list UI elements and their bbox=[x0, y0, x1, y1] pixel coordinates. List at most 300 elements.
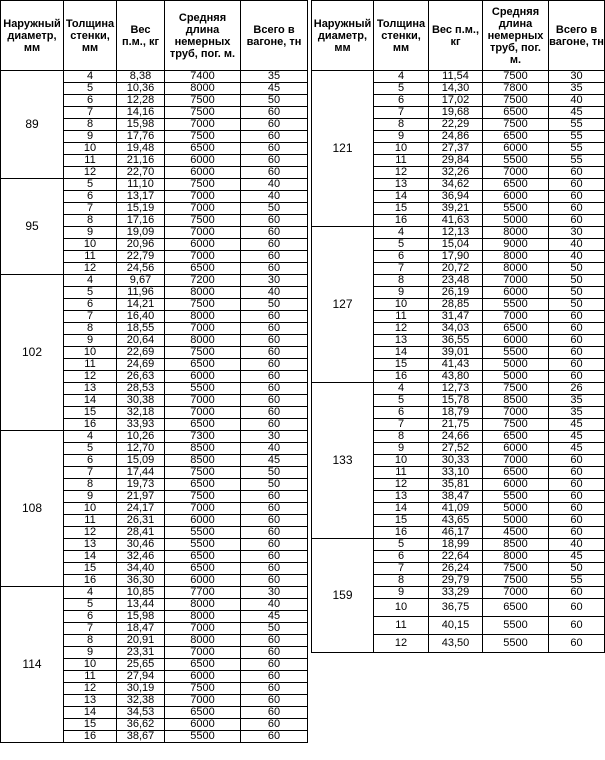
table-row bbox=[312, 383, 605, 395]
length-cell: 7000 bbox=[165, 227, 241, 239]
weight-cell: 28,85 bbox=[429, 299, 483, 311]
wall-thickness-cell: 8 bbox=[374, 275, 429, 287]
weight-cell: 39,21 bbox=[429, 203, 483, 215]
length-cell: 6500 bbox=[165, 659, 241, 671]
diameter-cell: 89 bbox=[1, 71, 64, 179]
wall-thickness-cell: 12 bbox=[64, 263, 117, 275]
weight-cell: 12,70 bbox=[117, 443, 165, 455]
total-cell: 60 bbox=[241, 383, 308, 395]
weight-cell: 18,79 bbox=[429, 407, 483, 419]
length-cell: 7500 bbox=[165, 215, 241, 227]
wall-thickness-cell: 6 bbox=[64, 299, 117, 311]
length-cell: 6000 bbox=[483, 191, 549, 203]
wall-thickness-cell: 7 bbox=[64, 467, 117, 479]
length-cell: 5500 bbox=[165, 539, 241, 551]
length-cell: 8000 bbox=[165, 599, 241, 611]
length-cell: 7500 bbox=[483, 119, 549, 131]
length-cell: 5000 bbox=[483, 359, 549, 371]
wall-thickness-cell: 14 bbox=[374, 503, 429, 515]
weight-cell: 11,10 bbox=[117, 179, 165, 191]
total-cell: 40 bbox=[241, 191, 308, 203]
total-cell: 35 bbox=[549, 395, 605, 407]
total-cell: 35 bbox=[549, 407, 605, 419]
weight-cell: 26,63 bbox=[117, 371, 165, 383]
weight-cell: 22,79 bbox=[117, 251, 165, 263]
diameter-cell: 102 bbox=[1, 275, 64, 431]
total-cell: 60 bbox=[241, 359, 308, 371]
length-cell: 8000 bbox=[165, 335, 241, 347]
header-wall-thickness: Толщина стенки, мм bbox=[64, 1, 117, 71]
weight-cell: 24,69 bbox=[117, 359, 165, 371]
length-cell: 7000 bbox=[165, 191, 241, 203]
table-row bbox=[312, 539, 605, 551]
wall-thickness-cell: 7 bbox=[64, 203, 117, 215]
table-body bbox=[312, 71, 605, 653]
weight-cell: 26,24 bbox=[429, 563, 483, 575]
length-cell: 7500 bbox=[165, 131, 241, 143]
wall-thickness-cell: 6 bbox=[374, 251, 429, 263]
length-cell: 7000 bbox=[165, 203, 241, 215]
wall-thickness-cell: 12 bbox=[374, 635, 429, 653]
wall-thickness-cell: 13 bbox=[64, 383, 117, 395]
total-cell: 40 bbox=[549, 239, 605, 251]
wall-thickness-cell: 7 bbox=[374, 419, 429, 431]
weight-cell: 27,37 bbox=[429, 143, 483, 155]
weight-cell: 33,93 bbox=[117, 419, 165, 431]
total-cell: 60 bbox=[241, 239, 308, 251]
table-row bbox=[1, 431, 308, 443]
weight-cell: 12,73 bbox=[429, 383, 483, 395]
weight-cell: 34,53 bbox=[117, 707, 165, 719]
total-cell: 50 bbox=[241, 203, 308, 215]
weight-cell: 43,65 bbox=[429, 515, 483, 527]
length-cell: 6000 bbox=[483, 287, 549, 299]
diameter-cell: 114 bbox=[1, 587, 64, 743]
length-cell: 7500 bbox=[165, 347, 241, 359]
length-cell: 5500 bbox=[483, 299, 549, 311]
length-cell: 6000 bbox=[165, 371, 241, 383]
weight-cell: 23,31 bbox=[117, 647, 165, 659]
wall-thickness-cell: 9 bbox=[374, 131, 429, 143]
weight-cell: 23,48 bbox=[429, 275, 483, 287]
wall-thickness-cell: 9 bbox=[64, 335, 117, 347]
header-diameter: Наружный диаметр, мм bbox=[1, 1, 64, 71]
wall-thickness-cell: 8 bbox=[374, 119, 429, 131]
total-cell: 40 bbox=[241, 287, 308, 299]
weight-cell: 30,33 bbox=[429, 455, 483, 467]
total-cell: 60 bbox=[241, 371, 308, 383]
wall-thickness-cell: 11 bbox=[64, 515, 117, 527]
wall-thickness-cell: 16 bbox=[64, 575, 117, 587]
wall-thickness-cell: 5 bbox=[374, 83, 429, 95]
total-cell: 60 bbox=[549, 467, 605, 479]
weight-cell: 36,55 bbox=[429, 335, 483, 347]
weight-cell: 31,47 bbox=[429, 311, 483, 323]
table-row bbox=[312, 227, 605, 239]
total-cell: 60 bbox=[549, 323, 605, 335]
weight-cell: 27,94 bbox=[117, 671, 165, 683]
total-cell: 60 bbox=[549, 617, 605, 635]
wall-thickness-cell: 11 bbox=[374, 617, 429, 635]
total-cell: 60 bbox=[549, 311, 605, 323]
total-cell: 40 bbox=[241, 179, 308, 191]
wall-thickness-cell: 5 bbox=[64, 443, 117, 455]
total-cell: 60 bbox=[241, 107, 308, 119]
total-cell: 60 bbox=[241, 491, 308, 503]
length-cell: 7000 bbox=[483, 407, 549, 419]
weight-cell: 9,67 bbox=[117, 275, 165, 287]
wall-thickness-cell: 4 bbox=[374, 227, 429, 239]
wall-thickness-cell: 11 bbox=[64, 671, 117, 683]
total-cell: 40 bbox=[549, 95, 605, 107]
length-cell: 8500 bbox=[165, 455, 241, 467]
weight-cell: 41,09 bbox=[429, 503, 483, 515]
table-row bbox=[312, 71, 605, 83]
weight-cell: 20,96 bbox=[117, 239, 165, 251]
weight-cell: 13,17 bbox=[117, 191, 165, 203]
total-cell: 60 bbox=[549, 347, 605, 359]
weight-cell: 30,19 bbox=[117, 683, 165, 695]
total-cell: 60 bbox=[241, 263, 308, 275]
total-cell: 60 bbox=[241, 215, 308, 227]
weight-cell: 15,19 bbox=[117, 203, 165, 215]
wall-thickness-cell: 7 bbox=[374, 563, 429, 575]
total-cell: 60 bbox=[241, 311, 308, 323]
length-cell: 5500 bbox=[165, 527, 241, 539]
length-cell: 8500 bbox=[165, 443, 241, 455]
weight-cell: 14,16 bbox=[117, 107, 165, 119]
weight-cell: 40,15 bbox=[429, 617, 483, 635]
length-cell: 5500 bbox=[483, 155, 549, 167]
length-cell: 5000 bbox=[483, 371, 549, 383]
total-cell: 30 bbox=[241, 587, 308, 599]
header-average-length: Средняя длина немерных труб, пог. м. bbox=[483, 1, 549, 71]
length-cell: 8000 bbox=[165, 611, 241, 623]
total-cell: 60 bbox=[549, 359, 605, 371]
wall-thickness-cell: 10 bbox=[64, 239, 117, 251]
length-cell: 6500 bbox=[165, 563, 241, 575]
wall-thickness-cell: 12 bbox=[64, 683, 117, 695]
length-cell: 8000 bbox=[483, 227, 549, 239]
length-cell: 6500 bbox=[165, 143, 241, 155]
length-cell: 6000 bbox=[483, 335, 549, 347]
total-cell: 60 bbox=[241, 503, 308, 515]
weight-cell: 21,16 bbox=[117, 155, 165, 167]
wall-thickness-cell: 10 bbox=[64, 503, 117, 515]
weight-cell: 32,46 bbox=[117, 551, 165, 563]
weight-cell: 19,68 bbox=[429, 107, 483, 119]
wall-thickness-cell: 13 bbox=[374, 491, 429, 503]
weight-cell: 22,64 bbox=[429, 551, 483, 563]
total-cell: 50 bbox=[549, 563, 605, 575]
weight-cell: 26,19 bbox=[429, 287, 483, 299]
wall-thickness-cell: 5 bbox=[64, 287, 117, 299]
wall-thickness-cell: 8 bbox=[64, 323, 117, 335]
wall-thickness-cell: 11 bbox=[374, 155, 429, 167]
length-cell: 6000 bbox=[165, 155, 241, 167]
total-cell: 50 bbox=[241, 95, 308, 107]
total-cell: 60 bbox=[241, 575, 308, 587]
total-cell: 50 bbox=[241, 623, 308, 635]
total-cell: 60 bbox=[241, 551, 308, 563]
wall-thickness-cell: 15 bbox=[374, 515, 429, 527]
wall-thickness-cell: 9 bbox=[374, 287, 429, 299]
header-weight: Вес п.м., кг bbox=[429, 1, 483, 71]
wall-thickness-cell: 13 bbox=[64, 539, 117, 551]
weight-cell: 36,30 bbox=[117, 575, 165, 587]
length-cell: 5000 bbox=[483, 215, 549, 227]
length-cell: 7500 bbox=[165, 491, 241, 503]
weight-cell: 18,55 bbox=[117, 323, 165, 335]
wall-thickness-cell: 4 bbox=[64, 71, 117, 83]
total-cell: 50 bbox=[241, 479, 308, 491]
header-total-per-wagon: Всего в вагоне, тн bbox=[241, 1, 308, 71]
length-cell: 8000 bbox=[483, 251, 549, 263]
weight-cell: 43,50 bbox=[429, 635, 483, 653]
weight-cell: 34,40 bbox=[117, 563, 165, 575]
total-cell: 60 bbox=[241, 143, 308, 155]
total-cell: 30 bbox=[549, 227, 605, 239]
total-cell: 45 bbox=[549, 107, 605, 119]
length-cell: 7000 bbox=[165, 695, 241, 707]
wall-thickness-cell: 12 bbox=[64, 371, 117, 383]
wall-thickness-cell: 9 bbox=[374, 443, 429, 455]
length-cell: 7000 bbox=[165, 395, 241, 407]
pipe-table-left bbox=[0, 0, 308, 743]
total-cell: 50 bbox=[241, 299, 308, 311]
total-cell: 60 bbox=[241, 563, 308, 575]
wall-thickness-cell: 12 bbox=[374, 479, 429, 491]
weight-cell: 33,29 bbox=[429, 587, 483, 599]
weight-cell: 10,85 bbox=[117, 587, 165, 599]
weight-cell: 41,63 bbox=[429, 215, 483, 227]
length-cell: 5500 bbox=[483, 347, 549, 359]
wall-thickness-cell: 5 bbox=[64, 599, 117, 611]
length-cell: 6000 bbox=[165, 515, 241, 527]
wall-thickness-cell: 6 bbox=[64, 455, 117, 467]
wall-thickness-cell: 14 bbox=[374, 191, 429, 203]
length-cell: 7700 bbox=[165, 587, 241, 599]
total-cell: 45 bbox=[241, 455, 308, 467]
wall-thickness-cell: 15 bbox=[64, 719, 117, 731]
wall-thickness-cell: 16 bbox=[374, 215, 429, 227]
table-row bbox=[1, 587, 308, 599]
total-cell: 55 bbox=[549, 155, 605, 167]
weight-cell: 32,18 bbox=[117, 407, 165, 419]
length-cell: 8500 bbox=[483, 395, 549, 407]
total-cell: 60 bbox=[549, 179, 605, 191]
total-cell: 60 bbox=[241, 515, 308, 527]
weight-cell: 17,02 bbox=[429, 95, 483, 107]
length-cell: 4500 bbox=[483, 527, 549, 539]
total-cell: 60 bbox=[241, 119, 308, 131]
total-cell: 50 bbox=[549, 275, 605, 287]
weight-cell: 8,38 bbox=[117, 71, 165, 83]
wall-thickness-cell: 9 bbox=[64, 647, 117, 659]
wall-thickness-cell: 15 bbox=[64, 563, 117, 575]
total-cell: 60 bbox=[549, 491, 605, 503]
wall-thickness-cell: 5 bbox=[64, 179, 117, 191]
total-cell: 60 bbox=[241, 227, 308, 239]
weight-cell: 24,86 bbox=[429, 131, 483, 143]
wall-thickness-cell: 6 bbox=[64, 191, 117, 203]
weight-cell: 34,03 bbox=[429, 323, 483, 335]
total-cell: 60 bbox=[241, 683, 308, 695]
wall-thickness-cell: 5 bbox=[374, 539, 429, 551]
wall-thickness-cell: 8 bbox=[374, 575, 429, 587]
weight-cell: 36,62 bbox=[117, 719, 165, 731]
weight-cell: 26,31 bbox=[117, 515, 165, 527]
weight-cell: 28,53 bbox=[117, 383, 165, 395]
wall-thickness-cell: 6 bbox=[64, 611, 117, 623]
total-cell: 60 bbox=[549, 587, 605, 599]
length-cell: 6500 bbox=[165, 707, 241, 719]
total-cell: 60 bbox=[549, 635, 605, 653]
length-cell: 8000 bbox=[483, 551, 549, 563]
length-cell: 6500 bbox=[483, 323, 549, 335]
weight-cell: 15,98 bbox=[117, 119, 165, 131]
total-cell: 60 bbox=[549, 455, 605, 467]
total-cell: 55 bbox=[549, 131, 605, 143]
weight-cell: 17,90 bbox=[429, 251, 483, 263]
length-cell: 6000 bbox=[165, 167, 241, 179]
table-row bbox=[1, 275, 308, 287]
length-cell: 7500 bbox=[165, 95, 241, 107]
weight-cell: 22,70 bbox=[117, 167, 165, 179]
length-cell: 7000 bbox=[165, 647, 241, 659]
weight-cell: 22,29 bbox=[429, 119, 483, 131]
header-wall-thickness: Толщина стенки, мм bbox=[374, 1, 429, 71]
weight-cell: 12,28 bbox=[117, 95, 165, 107]
wall-thickness-cell: 13 bbox=[64, 695, 117, 707]
total-cell: 60 bbox=[549, 167, 605, 179]
wall-thickness-cell: 9 bbox=[64, 131, 117, 143]
length-cell: 8000 bbox=[483, 263, 549, 275]
wall-thickness-cell: 14 bbox=[64, 551, 117, 563]
wall-thickness-cell: 6 bbox=[374, 551, 429, 563]
wall-thickness-cell: 16 bbox=[64, 419, 117, 431]
total-cell: 60 bbox=[241, 155, 308, 167]
total-cell: 60 bbox=[241, 335, 308, 347]
header-diameter: Наружный диаметр, мм bbox=[312, 1, 374, 71]
wall-thickness-cell: 12 bbox=[374, 167, 429, 179]
weight-cell: 29,84 bbox=[429, 155, 483, 167]
total-cell: 55 bbox=[549, 143, 605, 155]
wall-thickness-cell: 12 bbox=[64, 527, 117, 539]
weight-cell: 18,99 bbox=[429, 539, 483, 551]
wall-thickness-cell: 6 bbox=[64, 95, 117, 107]
wall-thickness-cell: 15 bbox=[374, 359, 429, 371]
total-cell: 40 bbox=[241, 599, 308, 611]
wall-thickness-cell: 9 bbox=[374, 587, 429, 599]
total-cell: 60 bbox=[549, 515, 605, 527]
length-cell: 7400 bbox=[165, 71, 241, 83]
wall-thickness-cell: 8 bbox=[64, 479, 117, 491]
wall-thickness-cell: 4 bbox=[64, 587, 117, 599]
wall-thickness-cell: 8 bbox=[64, 119, 117, 131]
total-cell: 60 bbox=[241, 659, 308, 671]
weight-cell: 16,40 bbox=[117, 311, 165, 323]
wall-thickness-cell: 9 bbox=[64, 491, 117, 503]
wall-thickness-cell: 7 bbox=[64, 623, 117, 635]
weight-cell: 36,94 bbox=[429, 191, 483, 203]
length-cell: 5500 bbox=[483, 203, 549, 215]
weight-cell: 38,67 bbox=[117, 731, 165, 743]
length-cell: 6500 bbox=[165, 551, 241, 563]
total-cell: 60 bbox=[549, 527, 605, 539]
length-cell: 7000 bbox=[165, 119, 241, 131]
wall-thickness-cell: 10 bbox=[374, 143, 429, 155]
total-cell: 60 bbox=[241, 251, 308, 263]
weight-cell: 15,09 bbox=[117, 455, 165, 467]
header-row bbox=[312, 1, 605, 71]
total-cell: 60 bbox=[241, 635, 308, 647]
length-cell: 6500 bbox=[165, 419, 241, 431]
weight-cell: 27,52 bbox=[429, 443, 483, 455]
total-cell: 60 bbox=[241, 647, 308, 659]
weight-cell: 41,43 bbox=[429, 359, 483, 371]
total-cell: 60 bbox=[549, 599, 605, 617]
length-cell: 7500 bbox=[165, 107, 241, 119]
total-cell: 45 bbox=[549, 431, 605, 443]
wall-thickness-cell: 7 bbox=[374, 263, 429, 275]
length-cell: 7500 bbox=[483, 419, 549, 431]
wall-thickness-cell: 7 bbox=[64, 311, 117, 323]
length-cell: 7000 bbox=[483, 455, 549, 467]
weight-cell: 24,56 bbox=[117, 263, 165, 275]
total-cell: 35 bbox=[241, 71, 308, 83]
wall-thickness-cell: 15 bbox=[64, 407, 117, 419]
wall-thickness-cell: 7 bbox=[64, 107, 117, 119]
total-cell: 60 bbox=[241, 395, 308, 407]
length-cell: 6000 bbox=[165, 671, 241, 683]
wall-thickness-cell: 11 bbox=[374, 467, 429, 479]
total-cell: 40 bbox=[549, 539, 605, 551]
wall-thickness-cell: 8 bbox=[374, 431, 429, 443]
total-cell: 30 bbox=[241, 275, 308, 287]
length-cell: 7300 bbox=[165, 431, 241, 443]
weight-cell: 32,38 bbox=[117, 695, 165, 707]
header-weight: Вес п.м., кг bbox=[117, 1, 165, 71]
weight-cell: 33,10 bbox=[429, 467, 483, 479]
weight-cell: 20,72 bbox=[429, 263, 483, 275]
total-cell: 60 bbox=[241, 671, 308, 683]
weight-cell: 17,44 bbox=[117, 467, 165, 479]
length-cell: 7500 bbox=[165, 467, 241, 479]
weight-cell: 11,54 bbox=[429, 71, 483, 83]
wall-thickness-cell: 10 bbox=[64, 659, 117, 671]
header-total-per-wagon: Всего в вагоне, тн bbox=[549, 1, 605, 71]
table-row bbox=[1, 179, 308, 191]
length-cell: 7000 bbox=[483, 311, 549, 323]
length-cell: 6000 bbox=[165, 575, 241, 587]
wall-thickness-cell: 14 bbox=[64, 395, 117, 407]
length-cell: 7000 bbox=[165, 407, 241, 419]
weight-cell: 39,01 bbox=[429, 347, 483, 359]
weight-cell: 14,30 bbox=[429, 83, 483, 95]
wall-thickness-cell: 5 bbox=[64, 83, 117, 95]
length-cell: 5500 bbox=[165, 383, 241, 395]
length-cell: 6500 bbox=[165, 263, 241, 275]
length-cell: 7500 bbox=[165, 299, 241, 311]
weight-cell: 15,78 bbox=[429, 395, 483, 407]
weight-cell: 20,91 bbox=[117, 635, 165, 647]
wall-thickness-cell: 5 bbox=[374, 239, 429, 251]
length-cell: 7500 bbox=[165, 179, 241, 191]
pipe-table-right bbox=[311, 0, 605, 653]
weight-cell: 13,44 bbox=[117, 599, 165, 611]
weight-cell: 46,17 bbox=[429, 527, 483, 539]
